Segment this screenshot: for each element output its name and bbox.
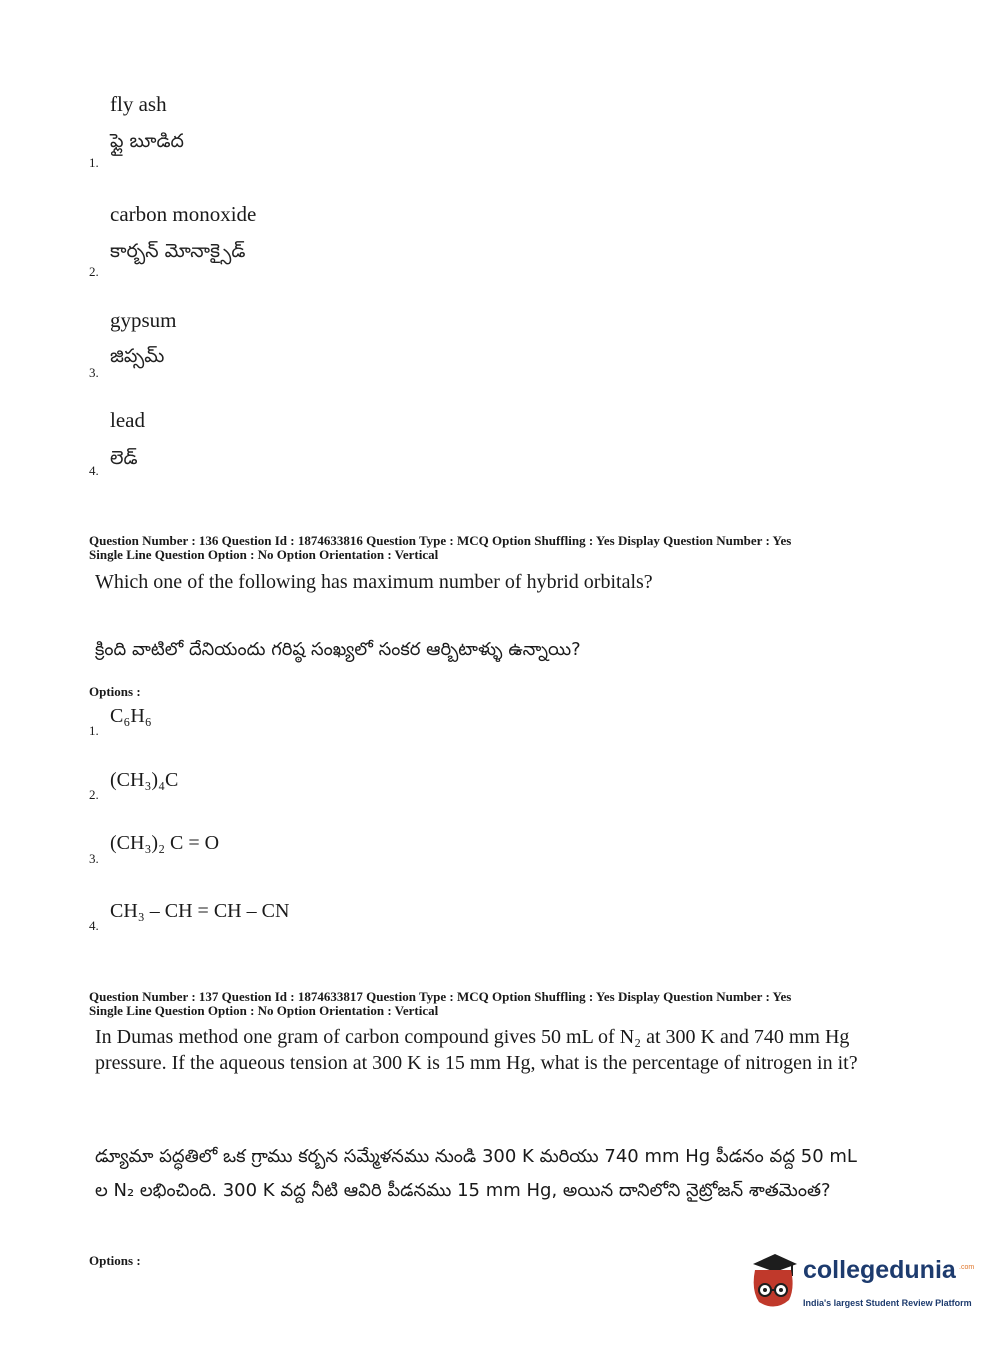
- q137-meta-line2: Single Line Question Option : No Option Orientation : Vertical: [89, 1003, 439, 1018]
- q137-text-en: In Dumas method one gram of carbon compound gives 50 mL of N₂ at 300 K and 740 mm Hg pressure. If the aqueous tension at 300 K is 15 mm Hg, what is the percentage of nitrogen in it?: [95, 1026, 858, 1074]
- logo-tagline: India's largest Student Review Platform: [803, 1298, 972, 1308]
- prev-option-2-en: carbon monoxide: [110, 202, 257, 226]
- q136-option-2-number: 2.: [89, 787, 99, 802]
- logo-suffix: .com: [959, 1264, 975, 1271]
- q136-option-4-formula: CH₃ – CH = CH – CN: [110, 900, 290, 922]
- q136-option-2-formula: (CH₃)₄C: [110, 769, 179, 791]
- q137-text-te: డ్యూమా పద్ధతిలో ఒక గ్రాము కర్బన సమ్మేళనము నుండి 300 K మరియు 740 mm Hg పీడనం వద్ద 50 mL ల N₂ లభించింది. 300 K వద్ద నీటి ఆవిరి పీడనము 15 mm Hg, అయిన దానిలోని నైట్రోజన్ శాతమెంత?: [95, 1146, 857, 1201]
- q136-text-en: Which one of the following has maximum number of hybrid orbitals?: [95, 571, 653, 593]
- q136-meta-line2: Single Line Question Option : No Option Orientation : Vertical: [89, 547, 439, 562]
- prev-option-1-te: ఫ్లై బూడిద: [110, 130, 184, 152]
- prev-option-3-te: జిప్సమ్: [110, 345, 165, 367]
- prev-option-4-number: 4.: [89, 463, 99, 478]
- prev-option-2-te: కార్బన్ మోనాక్సైడ్: [110, 240, 246, 262]
- q136-text-te: క్రింది వాటిలో దేనియందు గరిష్ఠ సంఖ్యలో సంకర ఆర్బిటాళ్ళు ఉన్నాయి?: [95, 639, 581, 660]
- q136-options-label: Options :: [89, 684, 141, 699]
- mascot-icon: [745, 1250, 801, 1310]
- q136-option-1-number: 1.: [89, 723, 99, 738]
- prev-option-1-en: fly ash: [110, 92, 167, 116]
- q136-meta-line1: Question Number : 136 Question Id : 1874633816 Question Type : MCQ Option Shuffling : Yes Display Question Number : Yes: [89, 533, 792, 548]
- q137-meta-line1: Question Number : 137 Question Id : 1874633817 Question Type : MCQ Option Shuffling : Yes Display Question Number : Yes: [89, 989, 792, 1004]
- q136-option-3-formula: (CH₃)₂ C = O: [110, 832, 220, 854]
- prev-option-4-te: లెడ్: [110, 447, 138, 469]
- prev-option-4-en: lead: [110, 408, 145, 432]
- collegedunia-logo: [745, 1250, 975, 1310]
- q136-option-4-number: 4.: [89, 918, 99, 933]
- prev-option-2-number: 2.: [89, 264, 99, 279]
- prev-option-1-number: 1.: [89, 155, 99, 170]
- q136-option-3-number: 3.: [89, 851, 99, 866]
- logo-name: collegedunia: [803, 1256, 956, 1284]
- prev-option-3-number: 3.: [89, 365, 99, 380]
- q136-option-1-formula: C₆H₆: [110, 705, 152, 727]
- q137-options-label: Options :: [89, 1253, 141, 1268]
- prev-option-3-en: gypsum: [110, 308, 177, 332]
